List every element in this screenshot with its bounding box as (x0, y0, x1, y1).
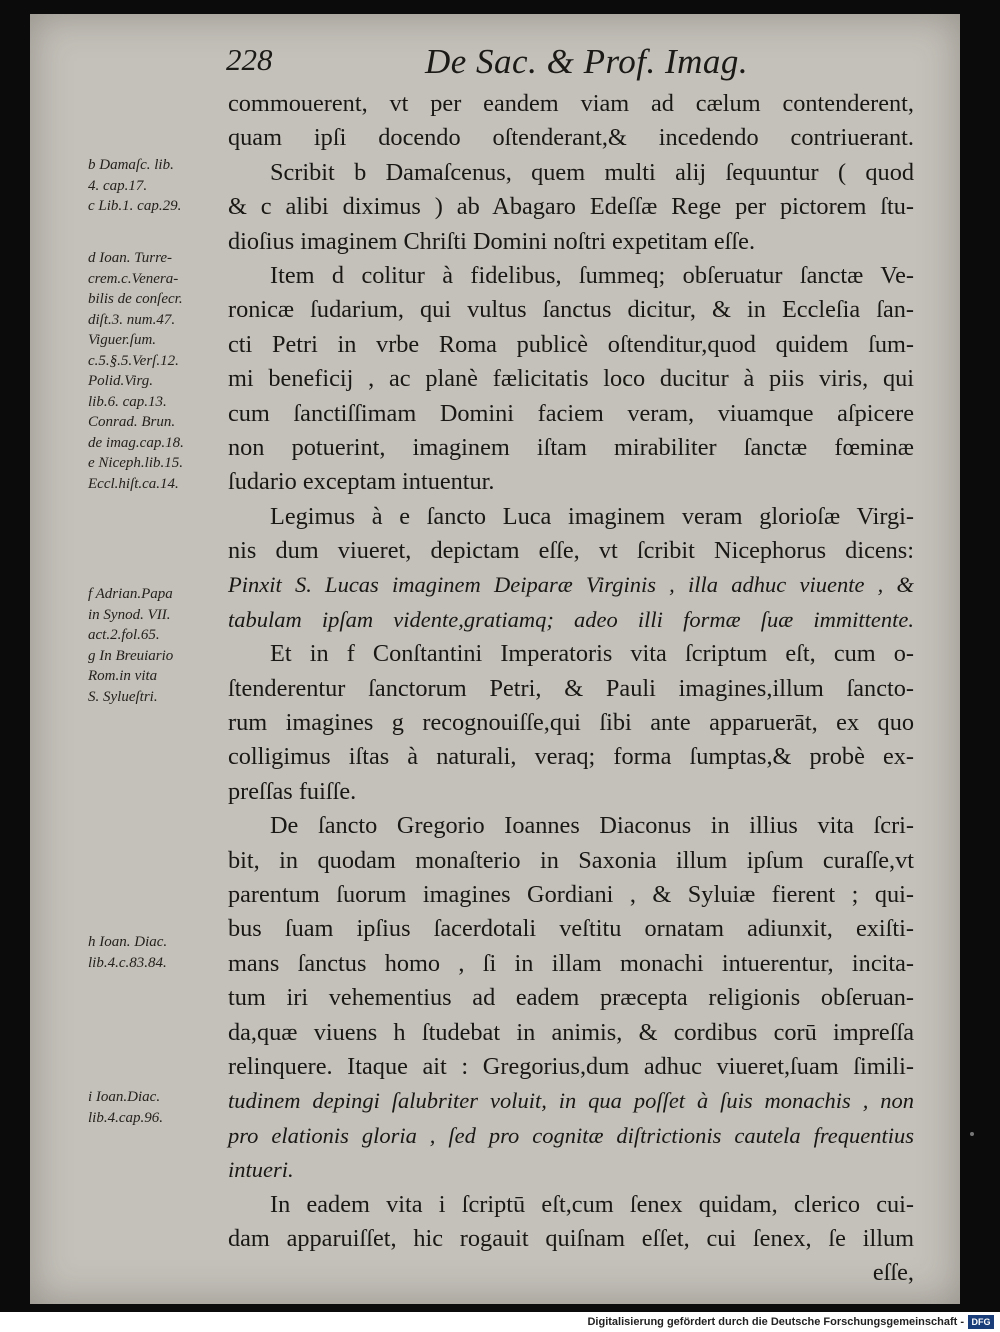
margin-note-line: f Adrian.Papa (88, 586, 173, 602)
text-line: De ſancto Gregorio Ioannes Diaconus in illius vita ſcri- (270, 812, 914, 840)
text-line: da,quæ viuens h ſtudebat in animis, & cordibus corū impreſſa (228, 1018, 914, 1046)
text-line: bus ſuam ipſius ſacerdotali veſtitu ornatam adiunxit, exiſti- (228, 915, 914, 943)
text-line: intueri. (228, 1157, 294, 1183)
margin-note-line: h Ioan. Diac. (88, 934, 168, 950)
text-line: dioſius imaginem Chriſti Domini noſtri expetitam eſſe. (228, 227, 756, 255)
margin-note-line: 4. cap.17. (88, 177, 148, 194)
text-line: & c alibi diximus ) ab Abagaro Edeſſæ Rege per pictorem ſtu- (228, 193, 914, 221)
margin-note-line: act.2.fol.65. (88, 627, 160, 643)
margin-note-line: lib.4.cap.96. (88, 1109, 163, 1126)
text-line: preſſas fuiſſe. (228, 777, 357, 805)
margin-note-line: e Niceph.lib.15. (88, 455, 183, 471)
text-line: ronicæ ſudarium, qui vultus ſanctus dicitur, & in Eccleſia ſan- (228, 296, 914, 324)
text-line: non potuerint, imaginem iſtam mirabiliter ſanctæ fœminæ (228, 433, 914, 461)
book-page (30, 14, 960, 1304)
text-line: commouerent, vt per eandem viam ad cælum contenderent, (228, 90, 914, 117)
text-line: ſtenderentur ſanctorum Petri, & Pauli imagines,illum ſancto- (228, 674, 914, 702)
text-line: Pinxit S. Lucas imaginem Deiparæ Virginis , illa adhuc viuente , & (228, 572, 914, 598)
margin-note-line: c.5.§.5.Verſ.12. (88, 352, 179, 369)
text-line: Legimus à e ſancto Luca imaginem veram glorioſæ Virgi- (270, 502, 914, 530)
margin-note-line: lib.6. cap.13. (88, 393, 167, 410)
text-line: parentum ſuorum imagines Gordiani , & Syluiæ fierent ; qui- (228, 880, 914, 908)
margin-note-line: d Ioan. Turre- (88, 250, 173, 266)
dfg-credit-link[interactable]: Digitalisierung gefördert durch die Deutsche Forschungsgemeinschaft - (587, 1316, 964, 1328)
footer-bar (0, 1312, 1000, 1332)
text-line: tabulam ipſam vidente,gratiamq; adeo illi formæ ſuæ immittente. (228, 606, 914, 632)
text-line: rum imagines g recognouiſſe,qui ſibi ante apparuerāt, ex quo (228, 709, 914, 737)
text-line: Scribit b Damaſcenus, quem multi alij ſequuntur ( quod (270, 158, 914, 186)
text-line: colligimus iſtas à naturali, veraq; forma ſumptas,& probè ex- (228, 743, 914, 771)
text-line: bit, in quodam monaſterio in Saxonia illum ipſum curaſſe,vt (228, 846, 914, 874)
text-line: mi beneficij , ac planè fælicitatis loco ducitur à piis viris, qui (228, 365, 914, 393)
margin-note-line: lib.4.c.83.84. (88, 954, 167, 971)
margin-note-line: i Ioan.Diac. (88, 1089, 161, 1105)
body-text (228, 87, 914, 1291)
text-line: relinquere. Itaque ait : Gregorius,dum adhuc viueret,ſuam ſimili- (228, 1052, 914, 1080)
catchword: eſſe, (872, 1259, 914, 1287)
margin-note-i (88, 1087, 238, 1128)
dfg-logo-icon[interactable]: DFG (968, 1315, 994, 1329)
margin-note-line: Eccl.hiſt.ca.14. (88, 475, 179, 492)
margin-note-f-g (88, 584, 238, 707)
text-line: cum ſanctiſſimam Domini faciem veram, viuamque aſpicere (228, 399, 914, 427)
page-number: 228 (226, 42, 273, 77)
margin-note-line: in Synod. VII. (88, 606, 171, 623)
text-line: dam apparuiſſet, hic rogauit quiſnam eſſet, cui ſenex, ſe illum (228, 1224, 914, 1252)
margin-note-d-e (88, 248, 238, 494)
page-speck (970, 1132, 974, 1136)
margin-note-line: b Damaſc. lib. (88, 157, 174, 173)
margin-note-line: S. Sylueſtri. (88, 688, 158, 705)
text-line: tudinem depingi ſalubriter voluit, in qua poſſet à ſuis monachis , non (228, 1088, 914, 1114)
margin-note-line: Viguer.ſum. (88, 332, 157, 348)
margin-note-line: c Lib.1. cap.29. (88, 198, 182, 214)
text-line: ſudario exceptam intuentur. (228, 468, 495, 496)
margin-note-b-c (88, 155, 238, 217)
text-line: nis dum viueret, depictam eſſe, vt ſcribit Nicephorus dicens: (228, 537, 914, 565)
running-title: De Sac. & Prof. Imag. (425, 42, 749, 81)
margin-note-line: Rom.in vita (88, 668, 158, 684)
text-line: quam ipſi docendo oſtenderant,& incedendo contriuerant. (228, 124, 914, 152)
margin-note-line: diſt.3. num.47. (88, 311, 176, 328)
text-line: pro elationis gloria , ſed pro cognitæ diſtrictionis cautela frequentius (228, 1122, 914, 1148)
text-line: tum iri vehementius ad eadem præcepta religionis obſeruan- (228, 984, 914, 1012)
text-line: cti Petri in vrbe Roma publicè oſtenditur,quod quidem ſum- (228, 330, 914, 358)
margin-note-line: crem.c.Venera- (88, 270, 179, 287)
text-line: mans ſanctus homo , ſi in illam monachi intuerentur, incita- (228, 949, 914, 977)
margin-note-line: de imag.cap.18. (88, 434, 184, 451)
margin-note-h (88, 932, 238, 973)
margin-note-line: Conrad. Brun. (88, 414, 176, 430)
margin-note-line: bilis de conſecr. (88, 291, 183, 307)
margin-note-line: g In Breuiario (88, 647, 174, 664)
margin-note-line: Polid.Virg. (88, 373, 153, 389)
text-line: Item d colitur à fidelibus, ſummeq; obſeruatur ſanctæ Ve- (270, 261, 914, 289)
text-line: Et in f Conſtantini Imperatoris vita ſcriptum eſt, cum o- (270, 640, 914, 668)
text-line: In eadem vita i ſcriptū eſt,cum ſenex quidam, clerico cui- (270, 1190, 914, 1218)
